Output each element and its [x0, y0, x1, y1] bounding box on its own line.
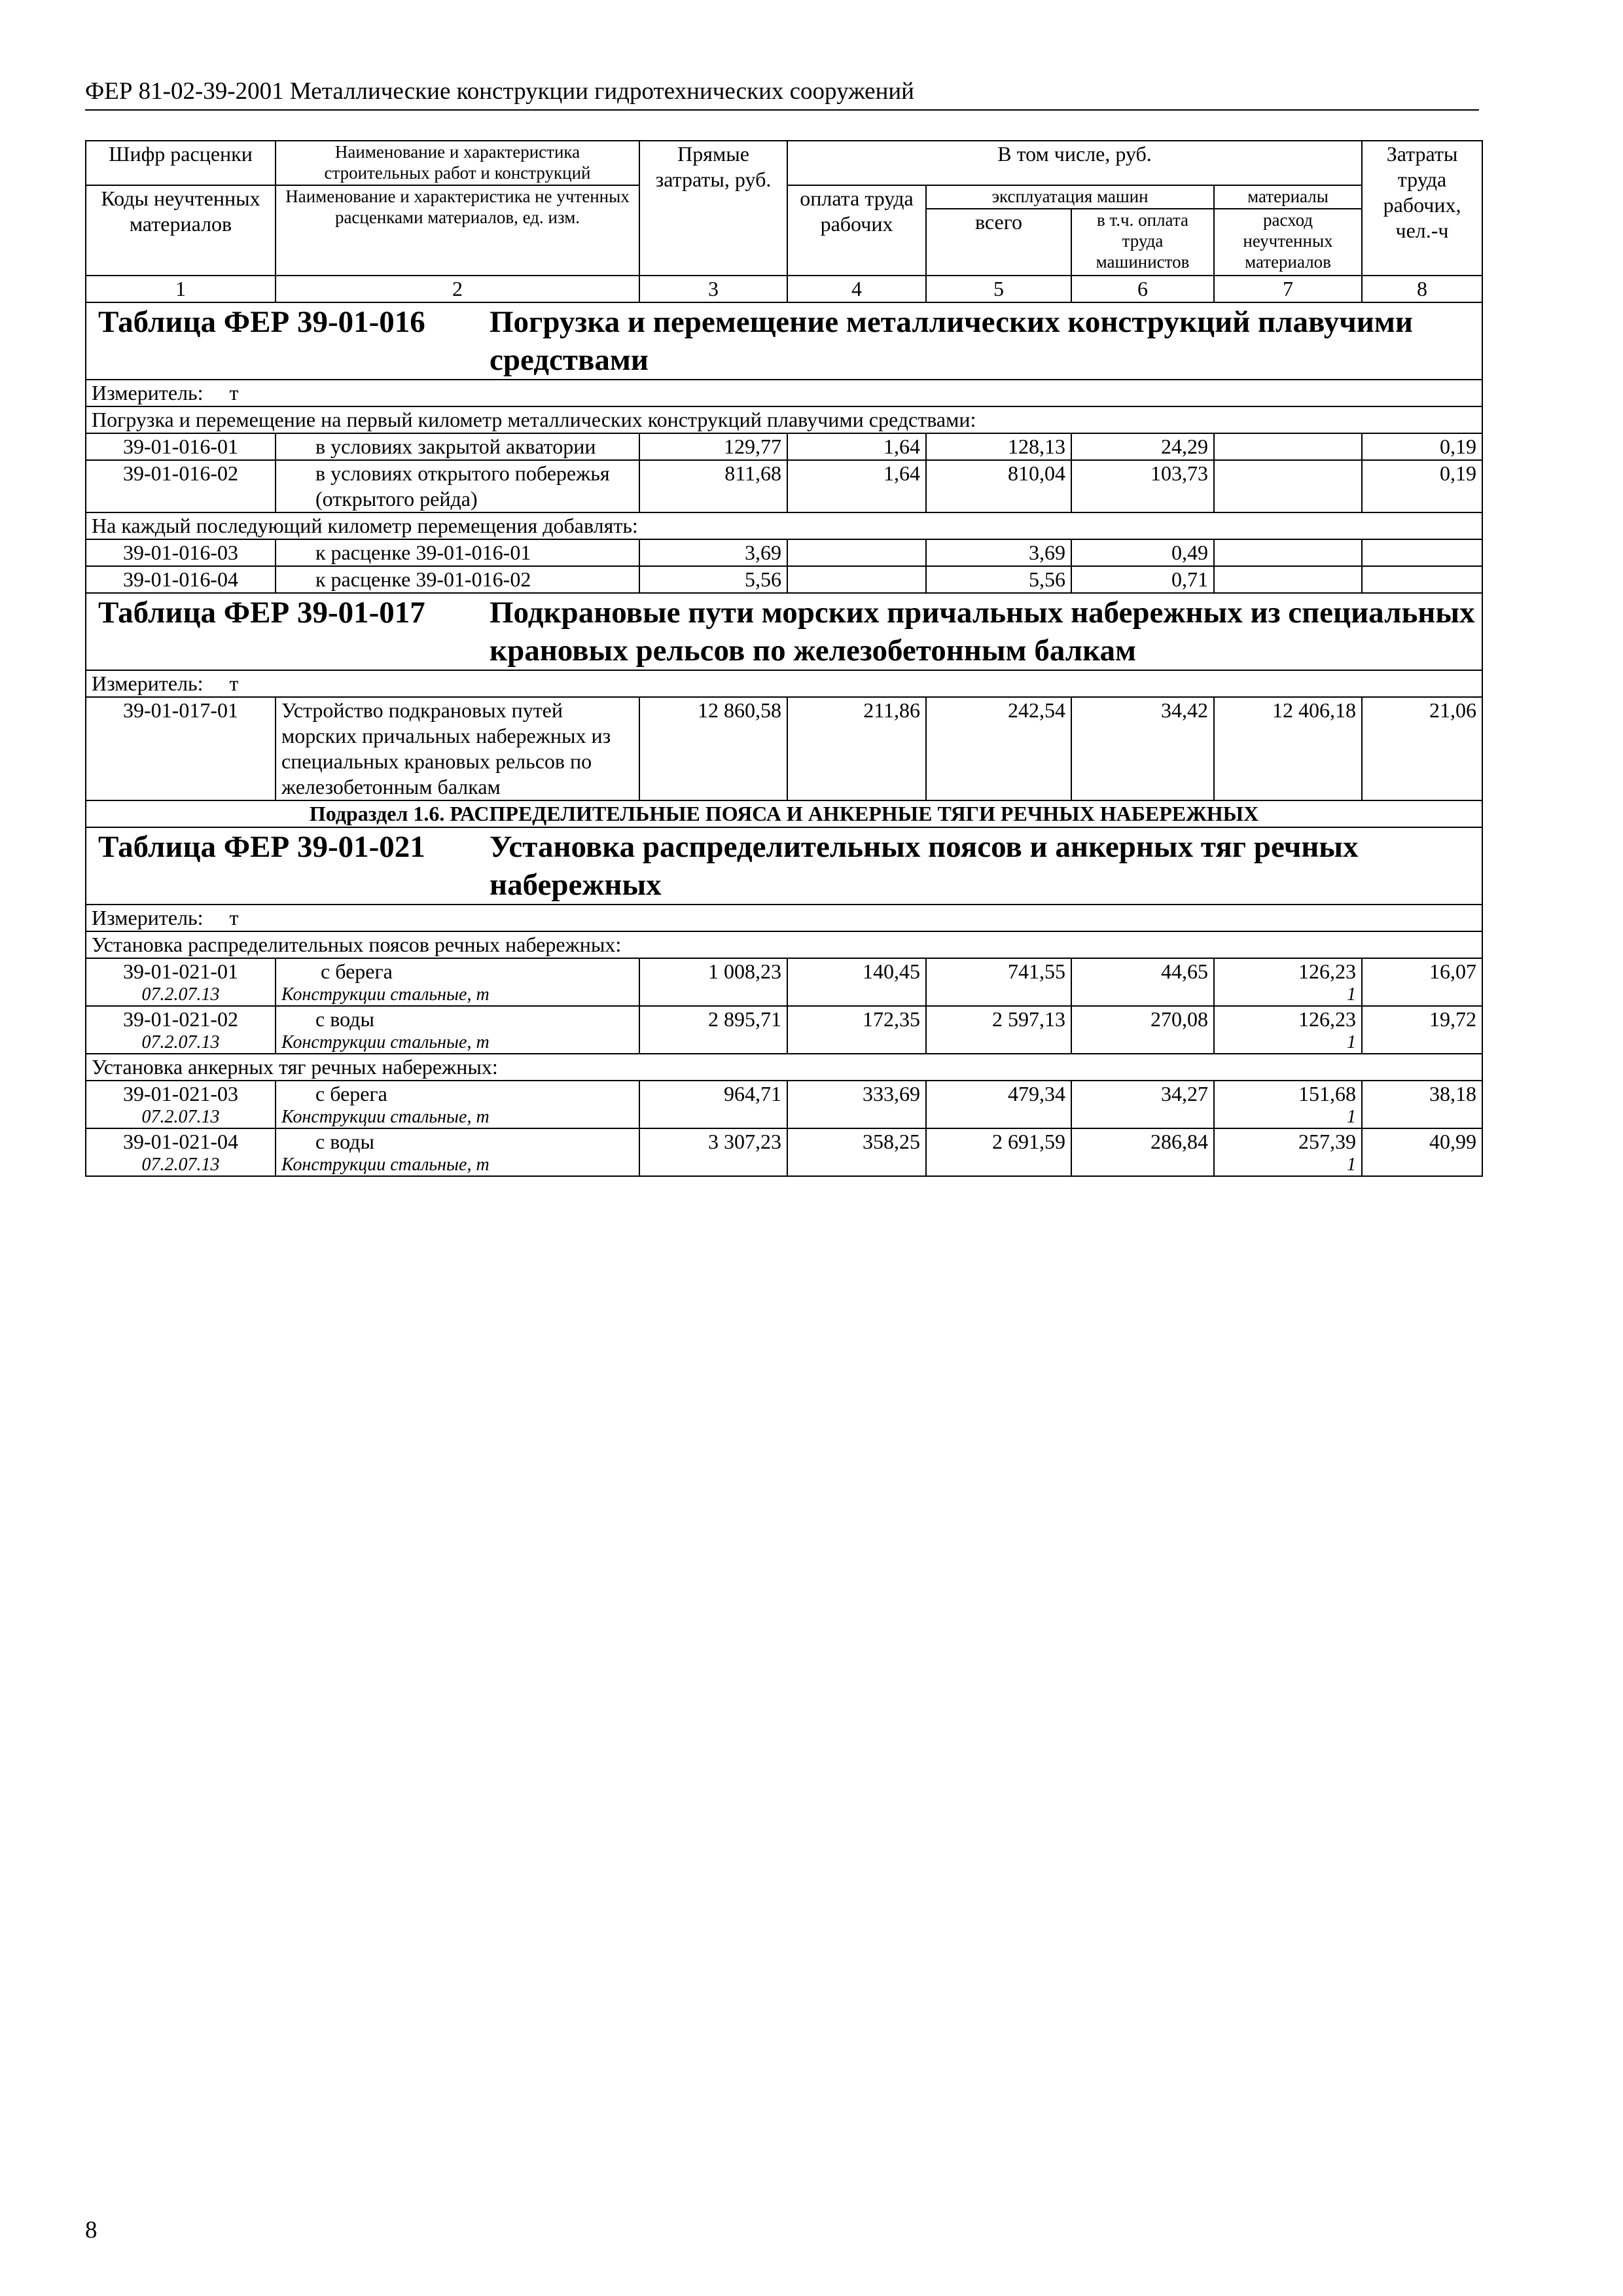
machine-cost: 2 691,59: [926, 1128, 1071, 1176]
rate-code-cell: [86, 1081, 276, 1128]
col-num: 6: [1071, 276, 1214, 302]
col-num: 4: [787, 276, 926, 302]
labor-cost: 1,64: [787, 433, 926, 460]
direct-cost: 5,56: [639, 566, 787, 593]
labor-cost: [787, 566, 926, 593]
material-cost: [1214, 460, 1362, 512]
direct-cost: 129,77: [639, 433, 787, 460]
labor-cost: 211,86: [787, 697, 926, 800]
rate-name: в условиях закрытой акватории: [276, 433, 639, 460]
material-cost: 126,23: [1298, 960, 1357, 983]
col-num: 1: [86, 276, 276, 302]
measure-unit: т: [229, 672, 239, 695]
group-heading: Установка распределительных поясов речных набережных:: [86, 931, 1482, 958]
group-heading: Установка анкерных тяг речных набережных:: [86, 1054, 1482, 1081]
material-qty: 1: [1347, 1032, 1357, 1052]
head-mach: эксплуатация машин: [926, 185, 1214, 209]
labor-hours: 19,72: [1362, 1006, 1482, 1054]
machinist-cost: 34,42: [1071, 697, 1214, 800]
measure-unit: т: [229, 381, 239, 404]
direct-cost: 2 895,71: [639, 1006, 787, 1054]
material-qty: 1: [1347, 984, 1357, 1005]
group-heading: Погрузка и перемещение на первый километр металлических конструкций плавучими средствами:: [86, 406, 1482, 433]
machine-cost: 242,54: [926, 697, 1071, 800]
rate-name: с воды: [315, 1130, 374, 1153]
rate-name-cell: [276, 1081, 639, 1128]
page-header: ФЕР 81-02-39-2001 Металлические конструкции гидротехнических сооружений: [85, 77, 1479, 111]
measure-row: [86, 380, 1482, 406]
material-cost: 12 406,18: [1214, 697, 1362, 800]
machine-cost: 2 597,13: [926, 1006, 1071, 1054]
material-cell: [1214, 1006, 1362, 1054]
rates-table: [85, 140, 1483, 1177]
rate-name: с воды: [315, 1007, 374, 1031]
rate-code: 39-01-021-03: [123, 1082, 238, 1105]
col-num: 3: [639, 276, 787, 302]
head-mat-qty: расход неучтенных материалов: [1214, 209, 1362, 276]
rate-name: с берега: [315, 1082, 387, 1105]
rate-code: 39-01-021-02: [123, 1007, 238, 1031]
material-name: Конструкции стальные, т: [281, 1107, 490, 1127]
direct-cost: 1 008,23: [639, 958, 787, 1006]
material-name: Конструкции стальные, т: [281, 1032, 490, 1052]
material-cost: [1214, 433, 1362, 460]
rate-name-cell: [276, 1006, 639, 1054]
measure-label: Измеритель:: [92, 381, 204, 404]
rate-code-cell: [86, 1006, 276, 1054]
machine-cost: 3,69: [926, 539, 1071, 566]
material-cost: 126,23: [1298, 1007, 1357, 1031]
head-code: Шифр расценки: [86, 141, 276, 185]
rate-name-cell: [276, 958, 639, 1006]
measure-label: Измеритель:: [92, 672, 204, 695]
table-id: Таблица ФЕР 39-01-016: [98, 305, 425, 339]
labor-hours: 0,19: [1362, 460, 1482, 512]
measure-row: [86, 905, 1482, 931]
head-direct: Прямые затраты, руб.: [639, 141, 787, 276]
head-name-mat: Наименование и характеристика не учтенных расценками материалов, ед. изм.: [276, 185, 639, 276]
labor-cost: 172,35: [787, 1006, 926, 1054]
direct-cost: 964,71: [639, 1081, 787, 1128]
labor-cost: 358,25: [787, 1128, 926, 1176]
table-id: Таблица ФЕР 39-01-017: [98, 596, 425, 630]
table-name: Погрузка и перемещение металлических конструкций плавучими средствами: [490, 305, 1413, 377]
col-num: 2: [276, 276, 639, 302]
table-name: Установка распределительных поясов и анкерных тяг речных набережных: [490, 830, 1359, 902]
labor-hours: 21,06: [1362, 697, 1482, 800]
rate-code-cell: [86, 958, 276, 1006]
material-qty: 1: [1347, 1107, 1357, 1127]
col-num: 5: [926, 276, 1071, 302]
material-code: 07.2.07.13: [141, 1032, 220, 1052]
machinist-cost: 44,65: [1071, 958, 1214, 1006]
material-cell: [1214, 1128, 1362, 1176]
machine-cost: 810,04: [926, 460, 1071, 512]
col-num: 8: [1362, 276, 1482, 302]
material-cost: [1214, 566, 1362, 593]
labor-cost: [787, 539, 926, 566]
machine-cost: 479,34: [926, 1081, 1071, 1128]
material-name: Конструкции стальные, т: [281, 1155, 490, 1175]
material-cost: [1214, 539, 1362, 566]
subsection-title: Подраздел 1.6. РАСПРЕДЕЛИТЕЛЬНЫЕ ПОЯСА И АНКЕРНЫЕ ТЯГИ РЕЧНЫХ НАБЕРЕЖНЫХ: [86, 800, 1482, 827]
rate-name: к расценке 39-01-016-02: [276, 566, 639, 593]
table-title-021: [86, 827, 1482, 905]
measure-label: Измеритель:: [92, 906, 204, 929]
direct-cost: 811,68: [639, 460, 787, 512]
machinist-cost: 286,84: [1071, 1128, 1214, 1176]
machinist-cost: 270,08: [1071, 1006, 1214, 1054]
rate-code: 39-01-016-04: [86, 566, 276, 593]
labor-hours: 0,19: [1362, 433, 1482, 460]
labor-cost: 140,45: [787, 958, 926, 1006]
machinist-cost: 0,49: [1071, 539, 1214, 566]
machine-cost: 5,56: [926, 566, 1071, 593]
head-mach-labor: в т.ч. оплата труда машинистов: [1071, 209, 1214, 276]
labor-hours: [1362, 539, 1482, 566]
rate-code: 39-01-017-01: [86, 697, 276, 800]
head-hours: Затраты труда рабочих, чел.-ч: [1362, 141, 1482, 276]
labor-cost: 333,69: [787, 1081, 926, 1128]
material-name: Конструкции стальные, т: [281, 984, 490, 1005]
rate-code: 39-01-021-01: [123, 960, 238, 983]
material-code: 07.2.07.13: [141, 1107, 220, 1127]
labor-hours: 16,07: [1362, 958, 1482, 1006]
material-cell: [1214, 958, 1362, 1006]
labor-hours: 40,99: [1362, 1128, 1482, 1176]
rate-code-cell: [86, 1128, 276, 1176]
rate-code: 39-01-016-03: [86, 539, 276, 566]
page-number: 8: [85, 2217, 98, 2244]
head-mach-total: всего: [926, 209, 1071, 276]
table-id: Таблица ФЕР 39-01-021: [98, 830, 425, 864]
rate-name: в условиях открытого побережья (открытого рейда): [276, 460, 639, 512]
labor-hours: 38,18: [1362, 1081, 1482, 1128]
material-cell: [1214, 1081, 1362, 1128]
rate-code: 39-01-016-02: [86, 460, 276, 512]
machine-cost: 741,55: [926, 958, 1071, 1006]
head-name: Наименование и характеристика строительных работ и конструкций: [276, 141, 639, 185]
rate-name-cell: [276, 1128, 639, 1176]
material-code: 07.2.07.13: [141, 984, 220, 1005]
direct-cost: 12 860,58: [639, 697, 787, 800]
machinist-cost: 0,71: [1071, 566, 1214, 593]
rate-name: Устройство подкрановых путей морских причальных набережных из специальных крановых рельсов по железобетонным балкам: [276, 697, 639, 800]
table-title-017: [86, 593, 1482, 670]
material-code: 07.2.07.13: [141, 1155, 220, 1175]
machinist-cost: 34,27: [1071, 1081, 1214, 1128]
material-qty: 1: [1347, 1155, 1357, 1175]
table-title-016: [86, 302, 1482, 380]
material-cost: 151,68: [1298, 1082, 1357, 1105]
rate-code: 39-01-016-01: [86, 433, 276, 460]
labor-cost: 1,64: [787, 460, 926, 512]
machinist-cost: 103,73: [1071, 460, 1214, 512]
labor-hours: [1362, 566, 1482, 593]
table-name: Подкрановые пути морских причальных набережных из специальных крановых рельсов по железобетонным балкам: [490, 596, 1475, 668]
head-mat: материалы: [1214, 185, 1362, 209]
head-labor: оплата труда рабочих: [787, 185, 926, 276]
rate-code: 39-01-021-04: [123, 1130, 238, 1153]
col-num: 7: [1214, 276, 1362, 302]
measure-unit: т: [229, 906, 239, 929]
rate-name: с берега: [321, 960, 393, 983]
head-code-mat: Коды неучтенных материалов: [86, 185, 276, 276]
rate-name: к расценке 39-01-016-01: [276, 539, 639, 566]
machine-cost: 128,13: [926, 433, 1071, 460]
machinist-cost: 24,29: [1071, 433, 1214, 460]
group-heading: На каждый последующий километр перемещения добавлять:: [86, 512, 1482, 539]
measure-row: [86, 670, 1482, 697]
direct-cost: 3,69: [639, 539, 787, 566]
material-cost: 257,39: [1298, 1130, 1357, 1153]
head-incl: В том числе, руб.: [787, 141, 1362, 185]
direct-cost: 3 307,23: [639, 1128, 787, 1176]
